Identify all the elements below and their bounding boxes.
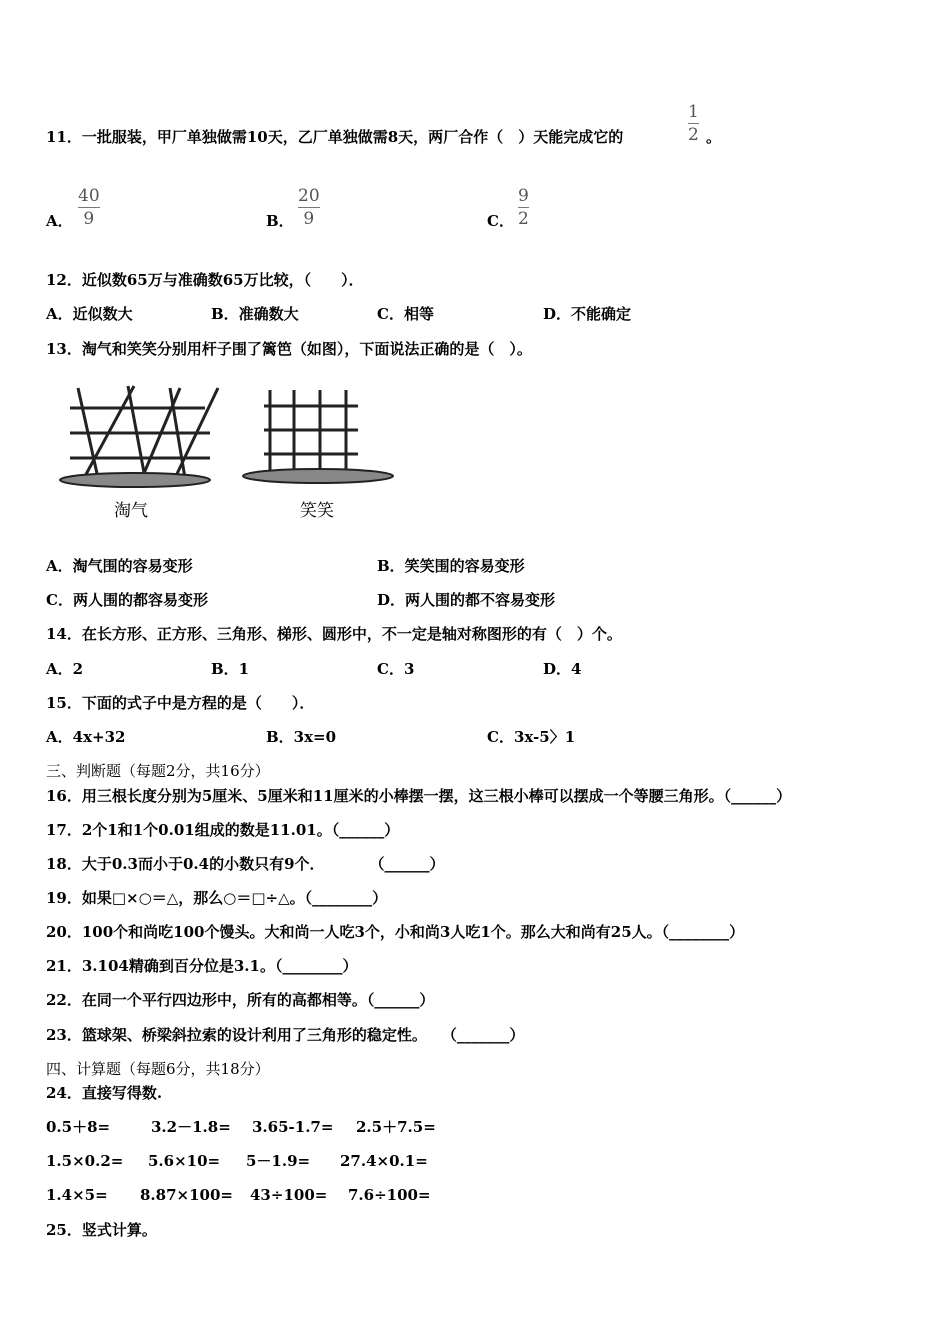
question-11-tail: 。 — [706, 128, 722, 146]
q13-option-d: D．两人围的都不容易变形 — [377, 591, 556, 609]
question-18: 18．大于0.3而小于0.4的小数只有9个． （______） — [46, 855, 445, 873]
fraction-numerator: 1 — [688, 102, 699, 122]
calc-item: 0.5＋8= — [46, 1118, 111, 1136]
calc-item: 27.4×0.1= — [340, 1152, 428, 1170]
q12-option-d: D．不能确定 — [543, 305, 632, 323]
q11-option-c-fraction — [518, 186, 529, 229]
q14-option-a: A．2 — [46, 660, 84, 678]
question-13: 13．淘气和笑笑分别用杆子围了篱笆（如图），下面说法正确的是（ ）。 — [46, 340, 532, 358]
fraction-numerator: 40 — [78, 186, 100, 206]
question-16: 16．用三根长度分别为5厘米、5厘米和11厘米的小棒摆一摆，这三根小棒可以摆成一个等腰三角形。（______） — [46, 787, 792, 805]
section-3-heading: 三、判断题（每题2分，共16分） — [46, 762, 270, 780]
question-25: 25．竖式计算。 — [46, 1221, 157, 1239]
q13-option-c: C．两人围的都容易变形 — [46, 591, 208, 609]
question-12: 12．近似数65万与准确数65万比较，（ ）． — [46, 271, 364, 289]
q13-option-b: B．笑笑围的容易变形 — [377, 557, 525, 575]
question-21: 21．3.104精确到百分位是3.1。（________） — [46, 957, 358, 975]
calc-item: 1.5×0.2= — [46, 1152, 124, 1170]
question-23: 23．篮球架、桥梁斜拉索的设计利用了三角形的稳定性。 （_______） — [46, 1026, 525, 1044]
q13-option-a: A．淘气围的容易变形 — [46, 557, 193, 575]
calc-item: 5.6×10= — [148, 1152, 221, 1170]
q14-option-b: B．1 — [211, 660, 250, 678]
q11-option-a-fraction — [78, 186, 100, 229]
question-22: 22．在同一个平行四边形中，所有的高都相等。（______） — [46, 991, 435, 1009]
fraction-denominator: 2 — [688, 125, 699, 145]
question-20: 20．100个和尚吃100个馒头。大和尚一人吃3个，小和尚3人吃1个。那么大和尚有25人。（________） — [46, 923, 745, 941]
q14-option-c: C．3 — [377, 660, 415, 678]
q11-option-b-fraction — [298, 186, 320, 229]
section-4-heading: 四、计算题（每题6分，共18分） — [46, 1060, 270, 1078]
calc-item: 8.87×100= — [140, 1186, 233, 1204]
fraction-numerator: 20 — [298, 186, 320, 206]
q12-option-a: A．近似数大 — [46, 305, 133, 323]
taoqi-base — [60, 473, 210, 487]
question-15: 15．下面的式子中是方程的是（ ）． — [46, 694, 315, 712]
q15-option-b: B．3x=0 — [266, 728, 337, 746]
question-14: 14．在长方形、正方形、三角形、梯形、圆形中，不一定是轴对称图形的有（ ）个。 — [46, 625, 622, 643]
question-19: 19．如果□×○＝△，那么○＝□÷△。（________） — [46, 889, 388, 907]
q11-option-a-label: A． — [46, 212, 73, 230]
fraction-denominator: 9 — [303, 209, 315, 229]
xiaoxiao-fence — [264, 390, 358, 474]
question-11-text: 11．一批服装，甲厂单独做需10天，乙厂单独做需8天，两厂合作（ ）天能完成它的 — [46, 128, 624, 146]
calc-item: 5－1.9= — [246, 1152, 311, 1170]
calc-item: 2.5＋7.5= — [356, 1118, 436, 1136]
question-11 — [46, 128, 623, 146]
calc-item: 43÷100= — [250, 1186, 328, 1204]
calc-item: 7.6÷100= — [348, 1186, 431, 1204]
taoqi-label: 淘气 — [114, 501, 148, 521]
q14-option-d: D．4 — [543, 660, 582, 678]
calc-item: 3.65-1.7= — [252, 1118, 334, 1136]
q12-option-c: C．相等 — [377, 305, 434, 323]
q15-option-a: A．4x+32 — [46, 728, 126, 746]
q11-option-b-label: B． — [266, 212, 294, 230]
xiaoxiao-label: 笑笑 — [300, 501, 334, 521]
fraction-denominator: 2 — [518, 209, 529, 229]
q11-option-c-label: C． — [487, 212, 514, 230]
question-11-fraction — [688, 102, 699, 145]
calc-item: 1.4×5= — [46, 1186, 108, 1204]
question-17: 17．2个1和1个0.01组成的数是11.01。（______） — [46, 821, 400, 839]
fraction-denominator: 9 — [83, 209, 95, 229]
q12-option-b: B．准确数大 — [211, 305, 299, 323]
fence-figure — [50, 378, 410, 528]
taoqi-fence — [70, 386, 218, 478]
xiaoxiao-base — [243, 469, 393, 483]
calc-item: 3.2－1.8= — [151, 1118, 231, 1136]
q15-option-c: C．3x-5〉1 — [487, 728, 576, 746]
fraction-numerator: 9 — [518, 186, 529, 206]
question-24: 24．直接写得数. — [46, 1084, 163, 1102]
